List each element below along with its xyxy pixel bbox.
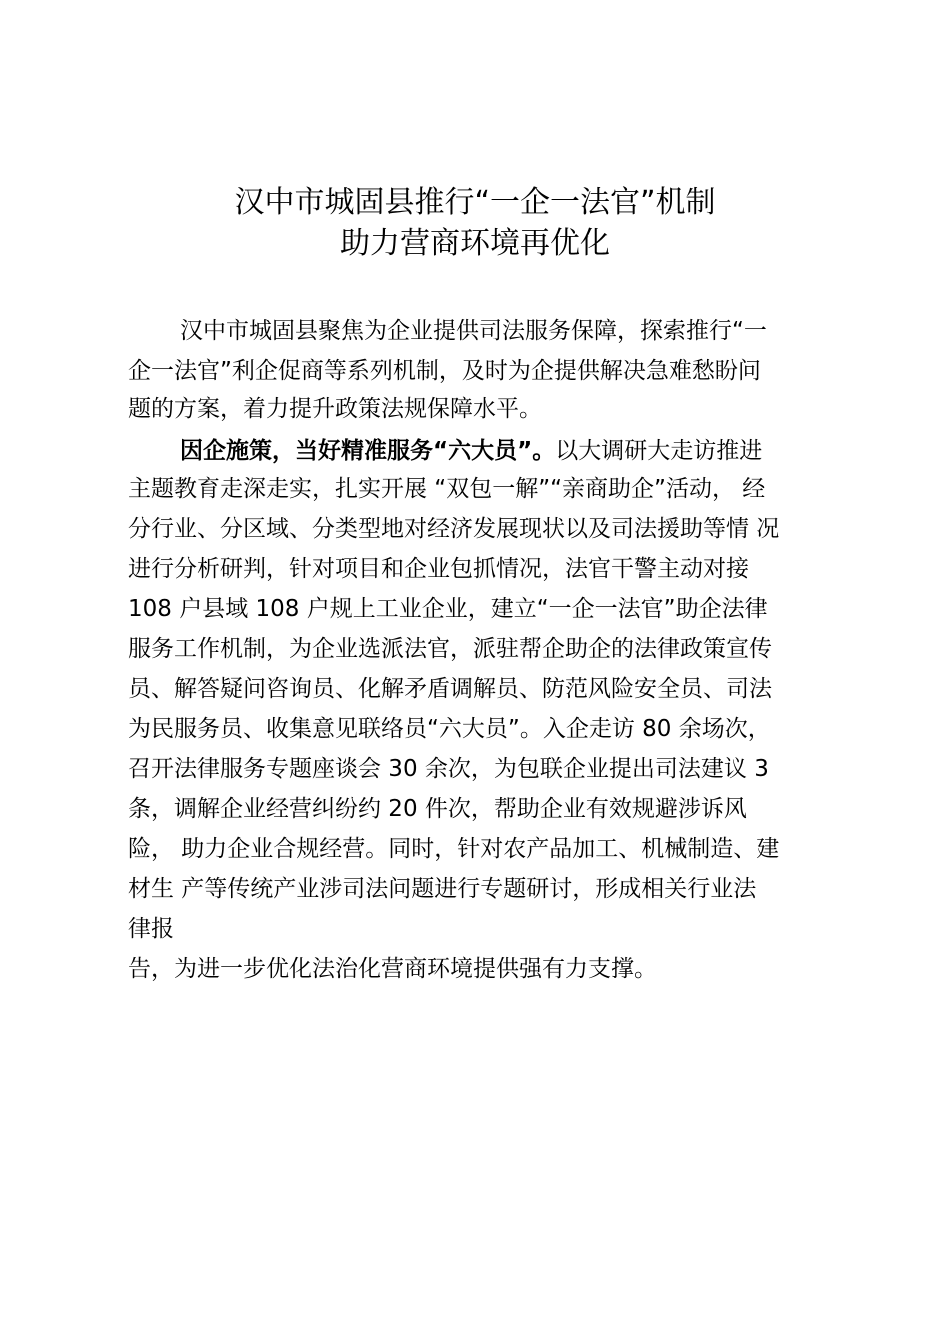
paragraph-1-line-1: 汉中市城固县聚焦为企业提供司法服务保障，探索推行“一 — [180, 318, 767, 344]
paragraph-2-line-9: 召开法律服务专题座谈会 30 余次，为包联企业提出司法建议 3 — [128, 756, 769, 782]
paragraph-2-line-4: 进行分析研判，针对项目和企业包抓情况，法官干警主动对接 — [128, 556, 749, 582]
paragraph-2-line-8: 为民服务员、收集意见联络员“六大员”。入企走访 80 余场次， — [128, 716, 771, 742]
paragraph-2-line-14: 告，为进一步优化法治化营商环境提供强有力支撑。 — [128, 956, 657, 982]
paragraph-2-line-10: 条，调解企业经营纠纷约 20 件次，帮助企业有效规避涉诉风 — [128, 796, 747, 822]
paragraph-2-line-7: 员、解答疑问咨询员、化解矛盾调解员、防范风险安全员、司法 — [128, 676, 772, 702]
paragraph-2-line-3: 分行业、分区域、分类型地对经济发展现状以及司法援助等情 况 — [128, 516, 780, 542]
paragraph-2-heading: 因企施策，当好精准服务“六大员”。 — [180, 438, 556, 464]
document-title-line-1: 汉中市城固县推行“一企一法官”机制 — [234, 185, 716, 220]
paragraph-2-line-5: 108 户县域 108 户规上工业企业，建立“一企一法官”助企法律 — [128, 596, 768, 622]
paragraph-2-line-13: 律报 — [128, 916, 174, 942]
paragraph-1-line-2: 企一法官”利企促商等系列机制，及时为企提供解决急难愁盼问 — [128, 358, 761, 384]
paragraph-2-line-1-rest: 以大调研大走访推进 — [555, 438, 763, 464]
paragraph-2-line-12: 材生 产等传统产业涉司法问题进行专题研讨，形成相关行业法 — [128, 876, 757, 902]
paragraph-2-line-11: 险， 助力企业合规经营。同时，针对农产品加工、机械制造、建 — [128, 836, 780, 862]
paragraph-2-line-6: 服务工作机制，为企业选派法官，派驻帮企助企的法律政策宣传 — [128, 636, 772, 662]
paragraph-2-line-2: 主题教育走深走实，扎实开展 “双包一解”“亲商助企”活动， 经 — [128, 476, 766, 502]
document-title-line-2: 助力营商环境再优化 — [340, 226, 610, 261]
paragraph-2-line-1 — [180, 436, 762, 466]
paragraph-1-line-3: 题的方案，着力提升政策法规保障水平。 — [128, 396, 542, 422]
